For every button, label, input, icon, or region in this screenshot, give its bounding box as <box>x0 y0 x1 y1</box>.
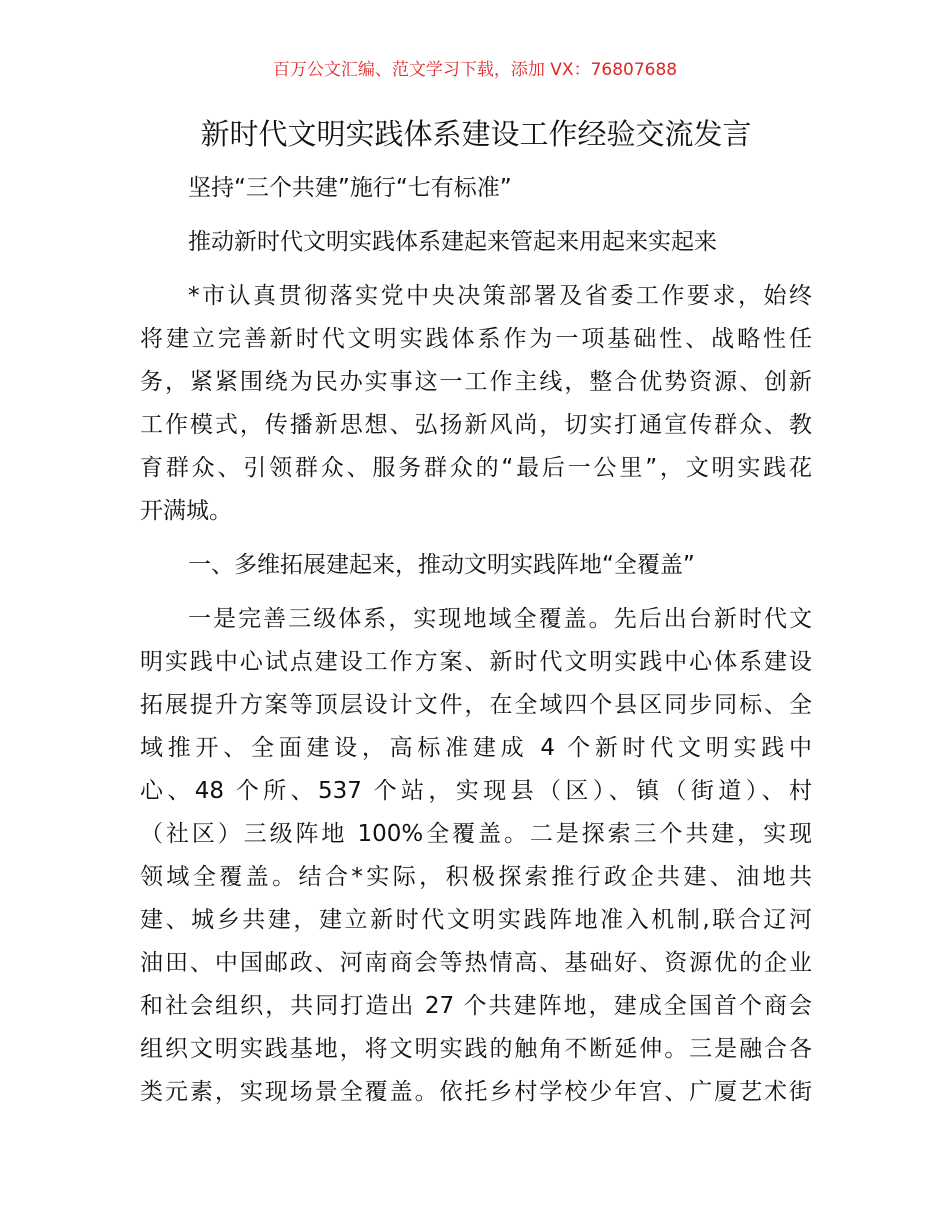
watermark-header: 百万公文汇编、范文学习下载，添加 VX：76807688 <box>272 60 678 80</box>
text-line: *市认真贯彻落实党中央决策部署及省委工作要求，始终 <box>188 283 812 309</box>
paragraph <box>140 221 812 264</box>
text-line: 类元素，实现场景全覆盖。依托乡村学校少年宫、广厦艺术街 <box>140 1079 812 1105</box>
text-line: 和社会组织，共同打造出 27 个共建阵地，建成全国首个商会 <box>140 993 812 1019</box>
text-line: （社区）三级阵地 100%全覆盖。二是探索三个共建，实现 <box>140 821 812 847</box>
text-line: 明实践中心试点建设工作方案、新时代文明实践中心体系建设 <box>140 649 812 675</box>
document-title: 新时代文明实践体系建设工作经验交流发言 <box>200 117 752 151</box>
paragraph <box>140 167 812 210</box>
text-line: 领域全覆盖。结合*实际，积极探索推行政企共建、油地共 <box>140 864 812 890</box>
text-line: 拓展提升方案等顶层设计文件，在全域四个县区同步同标、全 <box>140 692 812 718</box>
paragraph <box>140 275 812 533</box>
paragraph <box>140 544 812 587</box>
text-line: 将建立完善新时代文明实践体系作为一项基础性、战略性任 <box>140 326 812 352</box>
text-line: 育群众、引领群众、服务群众的“最后一公里”，文明实践花 <box>140 455 812 481</box>
text-line: 一、多维拓展建起来，推动文明实践阵地“全覆盖” <box>188 552 695 578</box>
text-line: 坚持“三个共建”施行“七有标准” <box>188 175 512 201</box>
text-line: 务，紧紧围绕为民办实事这一工作主线，整合优势资源、创新 <box>140 369 812 395</box>
text-line: 心、48 个所、537 个站，实现县（区）、镇（街道）、村 <box>140 778 812 804</box>
text-line: 组织文明实践基地，将文明实践的触角不断延伸。三是融合各 <box>140 1036 812 1062</box>
document-body <box>140 113 812 1114</box>
text-line: 域推开、全面建设，高标准建成 4 个新时代文明实践中 <box>140 735 812 761</box>
text-line: 推动新时代文明实践体系建起来管起来用起来实起来 <box>188 229 717 255</box>
text-line: 建、城乡共建，建立新时代文明实践阵地准入机制,联合辽河 <box>140 907 812 933</box>
text-line: 油田、中国邮政、河南商会等热情高、基础好、资源优的企业 <box>140 950 812 976</box>
text-line: 工作模式，传播新思想、弘扬新风尚，切实打通宣传群众、教 <box>140 412 812 438</box>
paragraph <box>140 598 812 1114</box>
text-line: 开满城。 <box>140 498 232 524</box>
text-line: 一是完善三级体系，实现地域全覆盖。先后出台新时代文 <box>188 606 812 632</box>
